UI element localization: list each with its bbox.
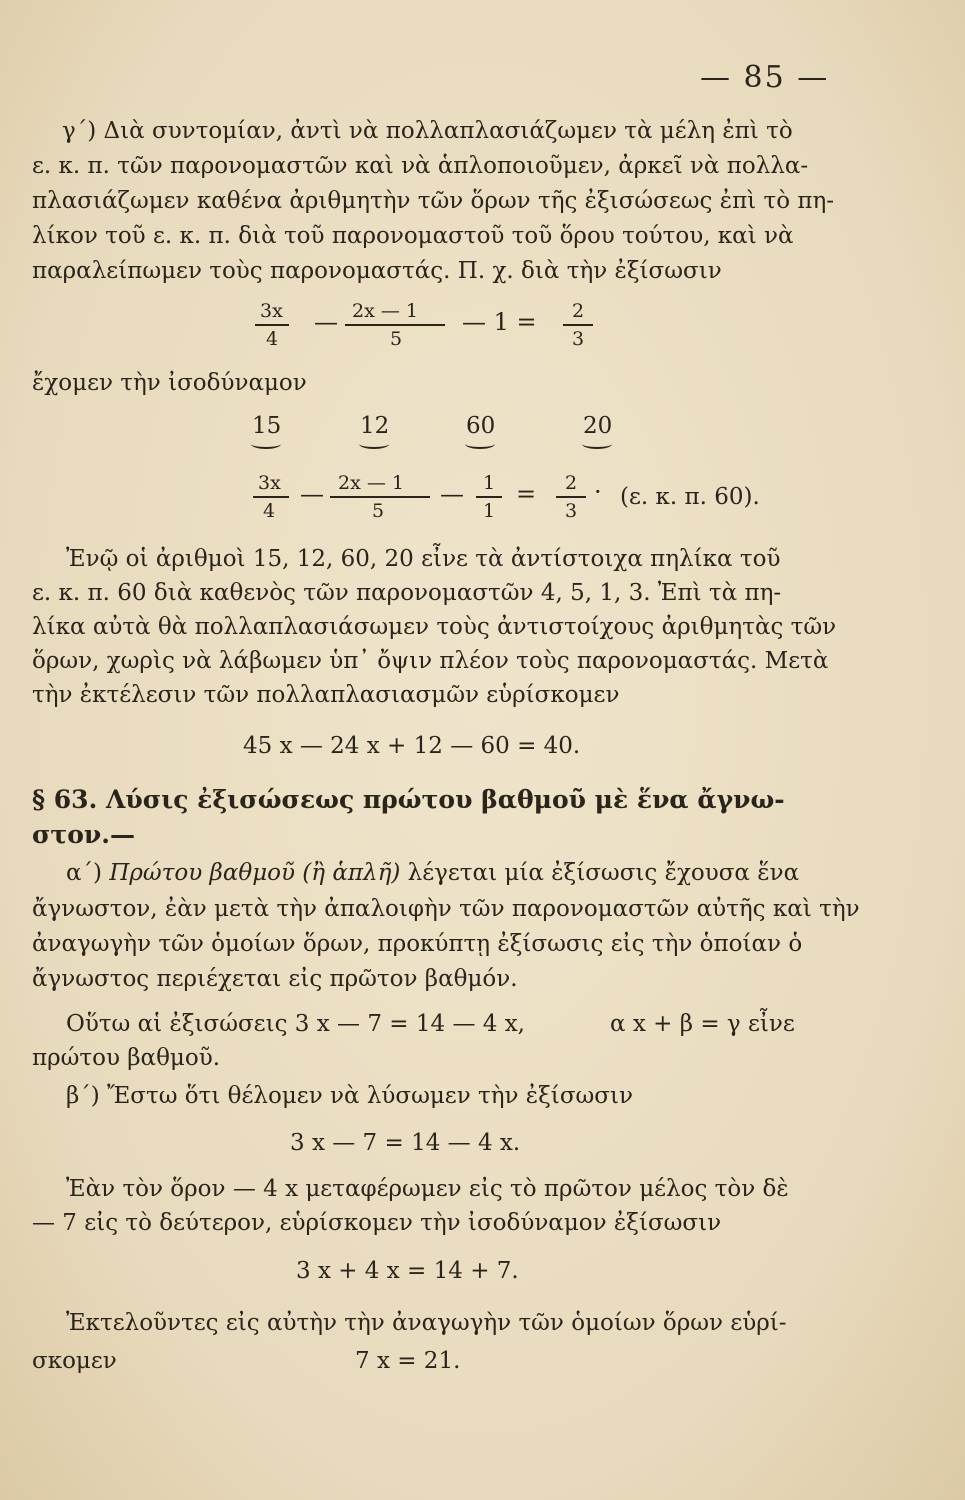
eq1-bar-3 (563, 324, 593, 326)
para-alpha-label: α΄) (66, 860, 103, 886)
eq2-bar-4 (556, 496, 586, 498)
brace-1 (251, 439, 281, 449)
eq1-num-2: 2x — 1 (352, 300, 418, 322)
para-eno-line-4: ὅρων, χωρὶς νὰ λάβωμεν ὑπ᾽ ὄψιν πλέον τοὺς παρονομαστάς. Μετὰ (32, 648, 829, 674)
multiplier-2: 12 (360, 413, 390, 439)
section-heading-line-1: § 63. Λύσις ἐξισώσεως πρώτου βαθμοῦ μὲ ἕνα ἄγνω- (32, 785, 785, 814)
para-outo-line-1a: Οὕτω αἱ ἐξισώσεις 3 x — 7 = 14 — 4 x, (66, 1011, 525, 1037)
eq2-note: (ε. κ. π. 60). (620, 484, 760, 510)
eq2-equals: = (516, 480, 537, 508)
para-gamma-line-5: παραλείπωμεν τοὺς παρονομαστάς. Π. χ. διὰ τὴν ἐξίσωσιν (32, 258, 722, 284)
para-eno-line-5: τὴν ἐκτέλεσιν τῶν πολλαπλασιασμῶν εὑρίσκομεν (32, 682, 620, 708)
para-ean-line-2: — 7 εἰς τὸ δεύτερον, εὑρίσκομεν τὴν ἰσοδύναμον ἐξίσωσιν (32, 1210, 722, 1236)
para-alpha-line-3: ἀναγωγὴν τῶν ὁμοίων ὅρων, προκύπτῃ ἐξίσωσις εἰς τὴν ὁποίαν ὁ (32, 931, 803, 957)
page-number: — 85 — (700, 60, 830, 95)
eq2-den-1: 4 (263, 500, 276, 522)
eq1-den-3: 3 (572, 328, 585, 350)
para-alpha-line-1 (66, 862, 799, 885)
para-ekt-line-2a: σκομεν (32, 1348, 117, 1374)
para-alpha-line-4: ἄγνωστος περιέχεται εἰς πρῶτον βαθμόν. (32, 966, 518, 992)
eq1-minus-one-equals: — 1 = (462, 308, 537, 336)
para-alpha-line-1-rest: λέγεται μία ἐξίσωσις ἔχουσα ἕνα (407, 860, 800, 886)
multiplier-3: 60 (466, 413, 496, 439)
multiplier-4: 20 (583, 413, 613, 439)
eq2-num-2: 2x — 1 (338, 472, 404, 494)
para-outo-line-1b: α x + β = γ εἶνε (610, 1011, 795, 1037)
para-beta-line-1: β΄) Ἔστω ὅτι θέλομεν νὰ λύσωμεν τὴν ἐξίσωσιν (66, 1083, 633, 1109)
brace-3 (465, 439, 495, 449)
eq2-minus-2: — (440, 480, 464, 508)
eq1-den-2: 5 (390, 328, 403, 350)
para-ean-line-1: Ἐὰν τὸν ὅρον — 4 x μεταφέρωμεν εἰς τὸ πρῶτον μέλος τὸν δὲ (66, 1176, 789, 1202)
eq1-bar-2 (345, 324, 445, 326)
brace-2 (359, 439, 389, 449)
eq1-num-3: 2 (572, 300, 585, 322)
para-gamma-line-4: λίκον τοῦ ε. κ. π. διὰ τοῦ παρονομαστοῦ τοῦ ὅρου τούτου, καὶ νὰ (32, 223, 794, 249)
section-heading-line-2: στον.— (32, 820, 135, 849)
equation-4: 3 x — 7 = 14 — 4 x. (290, 1130, 521, 1156)
eq1-den-1: 4 (266, 328, 279, 350)
para-eno-line-2: ε. κ. π. 60 διὰ καθενὸς τῶν παρονομαστῶν 4, 5, 1, 3. Ἐπὶ τὰ πη- (32, 580, 782, 606)
equation-5: 3 x + 4 x = 14 + 7. (296, 1258, 519, 1284)
para-alpha-line-2: ἄγνωστον, ἐὰν μετὰ τὴν ἀπαλοιφὴν τῶν παρονομαστῶν αὐτῆς καὶ τὴν (32, 896, 860, 922)
para-gamma-line-3: πλασιάζωμεν καθένα ἀριθμητὴν τῶν ὅρων τῆς ἐξισώσεως ἐπὶ τὸ πη- (32, 188, 835, 214)
eq2-minus-1: — (300, 480, 324, 508)
para-gamma-line-2: ε. κ. π. τῶν παρονομαστῶν καὶ νὰ ἁπλοποιοῦμεν, ἀρκεῖ νὰ πολλα- (32, 153, 809, 179)
eq2-dot: · (594, 478, 602, 506)
eq2-num-1: 3x (258, 472, 281, 494)
eq2-num-4: 2 (565, 472, 578, 494)
eq2-bar-1 (253, 496, 289, 498)
eq2-den-2: 5 (372, 500, 385, 522)
para-alpha-term: Πρώτου βαθμοῦ (ἢ ἁπλῆ) (109, 860, 401, 886)
equation-6: 7 x = 21. (355, 1348, 461, 1374)
eq1-bar-1 (255, 324, 289, 326)
multiplier-1: 15 (252, 413, 282, 439)
para-gamma-line-1: γ΄) Διὰ συντομίαν, ἀντὶ νὰ πολλαπλασιάζωμεν τὰ μέλη ἐπὶ τὸ (62, 118, 793, 144)
eq2-bar-3 (476, 496, 502, 498)
equivalent-label: ἔχομεν τὴν ἰσοδύναμον (32, 370, 307, 396)
eq2-bar-2 (330, 496, 430, 498)
para-eno-line-1: Ἐνῷ οἱ ἀριθμοὶ 15, 12, 60, 20 εἶνε τὰ ἀντίστοιχα πηλίκα τοῦ (66, 546, 781, 572)
eq2-num-3: 1 (483, 472, 496, 494)
eq1-minus: — (314, 308, 338, 336)
equation-3: 45 x — 24 x + 12 — 60 = 40. (243, 733, 581, 759)
eq2-den-4: 3 (565, 500, 578, 522)
brace-4 (582, 439, 612, 449)
para-outo-line-2: πρώτου βαθμοῦ. (32, 1045, 221, 1071)
eq1-num-1: 3x (260, 300, 283, 322)
para-eno-line-3: λίκα αὐτὰ θὰ πολλαπλασιάσωμεν τοὺς ἀντιστοίχους ἀριθμητὰς τῶν (32, 614, 837, 640)
eq2-den-3: 1 (483, 500, 496, 522)
para-ekt-line-1: Ἐκτελοῦντες εἰς αὐτὴν τὴν ἀναγωγὴν τῶν ὁμοίων ὅρων εὑρί- (66, 1310, 787, 1336)
